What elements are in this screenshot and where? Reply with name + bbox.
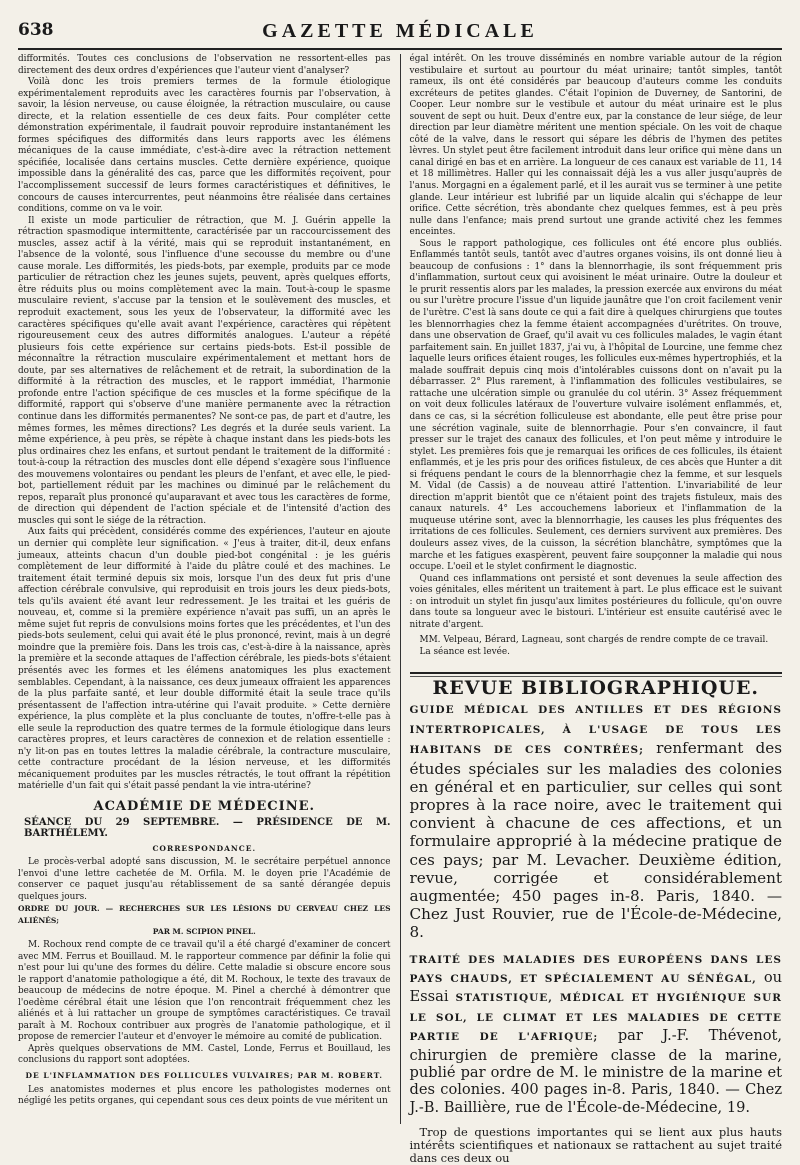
order-of-day-heading: ORDRE DU JOUR. — RECHERCHES SUR LES LÉSIONS DU CERVEAU CHEZ LES ALIÉNÉS; [18,904,391,925]
book-1-title: GUIDE MÉDICAL DES ANTILLES ET DES RÉGIONS INTERTROPICALES, À L'USAGE DE TOUS LES HABITANS DE CES CONTRÉES; [409,703,783,757]
paragraph: Le procès-verbal adopté sans discussion, M. le secrétaire perpétuel annonce l'envoi d'une lettre cachetée de M. Orfila. M. le doyen prie l'Académie de conserver ce paquet jusqu'au rétablissement de sa santé dérangée depuis quelques jours. [18,857,391,902]
column-divider [400,54,401,1124]
paragraph: Aux faits qui précèdent, considérés comme des expériences, l'auteur en ajoute un dernier qui complète leur signification. « J'eus à traiter, dit-il, deux enfans jumeaux, atteints chacun d'un double pied-bot congénital : je les guéris complètement de leur difformité à l'aide du plâtre coulé et des machines. Le traitement était terminé depuis six mois, lorsque l'un des deux fut pris d'une affection cérébrale convulsive, qui reproduisit en trois jours les deux pieds-bots, tels qu'ils avaient été avant leur redressement. Je les traitai et les guéris de nouveau, et, comme si la première expérience n'avait pas suffi, un an après le même sujet fut repris de convulsions moins fortes que les précédentes, et l'un des pieds-bots seulement, celui qui avait été le plus prononcé, revint, mais à un degré moindre que la première fois. Dans les trois cas, c'est-à-dire à la naissance, après la première et la seconde attaques de l'affection cérébrale, les pieds-bots s'étaient présentés avec les formes et les élémens anatomiques les plus exactement semblables. Cependant, à la naissance, ces deux jumeaux offraient les apparences de la plus parfaite santé, et leur double difformité était la seule trace qu'ils présentassent de l'affection intra-utérine qui l'avait produite. » Cette dernière expérience, la plus complète et la plus concluante de toutes, n'offre-t-elle pas à elle seule la reproduction des quatre termes de la formule étiologique dans leurs caractères propres, et leurs caractères de connexion et de relation essentielle : n'y lit-on pas en toutes lettres la maladie cérébrale, la contracture musculaire, cette contracture procédant de la lésion nerveuse, et les difformités mécaniquement produites par les muscles rétractés, le tout offrant la répétition matérielle d'un fait qui s'était passé pendant la vie intra-utérine? [18,527,391,792]
page-header [18,14,782,50]
book-entry-1 [410,699,783,942]
page-number: 638 [18,20,54,40]
paragraph: égal intérêt. On les trouve disséminés en nombre variable autour de la région vestibulaire et surtout au pourtour du méat urinaire; tantôt simples, tantôt rameux, ils ont été considérés par beaucoup d'auteurs comme les conduits excréteurs de petites glandes. C'était l'opinion de Duverney, de Santorini, de Cooper. Leur nombre sur le vestibule et autour du méat urinaire est le plus souvent de sept ou huit. Deux d'entre eux, par la constance de leur siége, de leur direction par leur diamètre méritent une mention spéciale. On les voit de chaque côté de la valve, dans le ressort qui sépare les débris de l'hymen des petites lèvres. Un stylet peut être facilement introduit dans leur orifice qui mène dans un canal dirigé en bas et en arrière. La longueur de ces canaux est variable de 11, 14 et 18 millimètres. Haller qui les connaissait déjà les a vus aller jusqu'auprès de l'anus. Morgagni en a également parlé, et il les aurait vus se terminer à une petite glande. Leur intérieur est lubrifié par un liquide alcalin qui s'échappe de leur orifice. Cette sécrétion, très abondante chez quelques femmes, est à peu près nulle dans l'enfance; mais prend surtout une grande activité chez les femmes enceintes. [409,54,783,238]
book-2-description: par J.-F. Thévenot, chirurgien de première classe de la marine, publié par ordre de M. le ministre de la marine et des colonies. 400 pages in-8. Paris, 1840. — Chez J.-B. Baillière, rue de l'École-de-Médecine, 19. [409,1027,783,1116]
follicles-heading: DE L'INFLAMMATION DES FOLLICULES VULVAIRES; PAR M. ROBERT. [25,1071,383,1081]
academy-title: ACADÉMIE DE MÉDECINE. [93,799,316,814]
paragraph: Voilà donc les trois premiers termes de la formule étiologique expérimentalement reproduits avec les caractères fournis par l'observation, à savoir, la lésion nerveuse, ou cause éloignée, la rétraction musculaire, ou cause directe, et la relation essentielle de ces deux faits. Pour compléter cette démonstration expérimentale, il faudrait pouvoir reproduire instantanément les formes spécifiques des difformités dans leurs rapports avec les élémens mécaniques de la cause immédiate, c'est-à-dire avec la rétraction nettement spécifiée, localisée dans certains muscles. Cette dernière expérience, quoique impossible dans la généralité des cas, parce que les difformités reçoivent, pour l'accomplissement successif de leurs formes caractéristiques et définitives, le concours de causes intercurrentes, peut néanmoins être réalisée dans certaines conditions, comme on va le voir. [18,77,391,215]
right-column [409,54,783,1165]
paragraph: Il existe un mode particulier de rétraction, que M. J. Guérin appelle la rétraction spasmodique intermittente, caractérisée par un raccourcissement des muscles, assez actif à la vérité, mais qui se reproduit instantanément, en l'absence de la volonté, sous l'influence d'une secousse du membre ou d'une cause morale. Les difformités, les pieds-bots, par exemple, produits par ce mode particulier de rétraction chez les jeunes sujets, peuvent, après quelques efforts, être réduits plus ou moins complètement avec la main. Tout-à-coup le spasme musculaire revient, s'accuse par la tension et le soulèvement des muscles, et reproduit exactement, sous les yeux de l'observateur, la difformité avec les caractères spécifiques qu'elle avait avant l'expérience, caractères qui répètent rigoureusement ceux des autres difformités analogues. L'auteur a répété plusieurs fois cette expérience sur certains pieds-bots. Est-il possible de méconnaître la rétraction musculaire expérimentalement et mettant hors de doute, par ses alternatives de relâchement et de retrait, la subordination de la difformité à la rétraction des muscles, et le rapport immédiat, l'harmonie profonde entre l'action spécifique de ces muscles et la forme spécifique de la difformité, rapport qui s'observe d'une manière permanente avec la rétraction continue dans les difformités permanentes? Ne sont-ce pas, de part et d'autre, les mêmes formes, les mêmes directions? Les degrés et la durée seuls varient. La même expérience, à peu près, se répète à chaque instant dans les pieds-bots les plus ordinaires chez les enfans, et surtout pendant le traitement de la difformité : tout-à-coup la rétraction des muscles dont elle dépend s'exagère sous l'influence des mouvemens volontaires ou pendant les pleurs de l'enfant, et avec elle, le pied-bot, partiellement réduit par les machines ou diminué par le relâchement du repos, reparaît plus prononcé qu'auparavant et avec tous les caractères de forme, de direction qui dépendent de l'action spéciale et de l'intensité d'action des muscles qui sont le siége de la rétraction. [18,215,391,526]
paragraph: Après quelques observations de MM. Castel, Londe, Ferrus et Bouillaud, les conclusions du rapport sont adoptées. [18,1043,391,1066]
section-rule [410,672,783,674]
article-columns [18,54,783,1165]
paragraph: Sous le rapport pathologique, ces follicules ont été encore plus oubliés. Enflammés tantôt seuls, tantôt avec d'autres organes voisins, ils ont donné lieu à beaucoup de confusions : 1° dans la blennorrhagie, ils sont fréquemment pris d'inflammation, surtout ceux qui avoisinent le méat urinaire. Outre la douleur et le prurit ressentis alors par les malades, la pression exercée aux environs du méat ou sur l'urètre procure l'issue d'un liquide jaunâtre que l'on croit facilement venir de l'urètre. C'est là sans doute ce qui a fait dire à quelques chirurgiens que toutes les blennorrhagies chez la femme étaient accompagnées d'urétrites. On trouve, dans une observation de Graef, qu'il avait vu ces follicules malades, le vagin étant parfaitement sain. En juillet 1837, j'ai vu, à l'hôpital de Lourcine, une femme chez laquelle leurs orifices étaient rouges, les follicules eux-mêmes hypertrophiés, et la malade souffrait depuis cinq mois d'intolérables cuissons dont on n'avait pu la débarrasser. 2° Plus rarement, à l'inflammation des follicules vestibulaires, se rattache une ulcération simple ou granulée du col utérin. 3° Assez fréquemment on voit deux follicules latéraux de l'ouverture vulvaire isolément enflammés, et, dans ce cas, si la sécrétion folliculeuse est abondante, elle peut être prise pour une sécrétion vaginale, suite de blennorrhagie. Pour s'en convaincre, il faut presser sur le trajet des canaux des follicules, et l'on peut même y introduire le stylet. Les premières fois que je remarquai les orifices de ces follicules, ils étaient enflammés, et je les pris pour des orifices fistuleux, de ces abcès que Hunter a dit si fréquens pendant le cours de la blennorrhagie chez la femme, et sur lesquels M. Vidal (de Cassis) a de nouveau attiré l'attention. L'invariabilité de leur direction m'apprit bientôt que ce n'étaient point des trajets fistuleux, mais des canaux naturels. 4° Les accouchemens laborieux et l'inflammation de la muqueuse utérine sont, avec la blennorrhagie, les causes les plus fréquentes des irritations de ces follicules. Seulement, ces derniers survivent aux premières. Des douleurs assez vives, de la cuisson, la sécrétion blanchâtre, symptômes que la marche et les fatigues exaspèrent, peuvent faire soupçonner la maladie qui nous occupe. L'oeil et le stylet confirment le diagnostic. [409,238,783,573]
book-entry-2 [410,950,783,1117]
closing-line: La séance est levée. [419,646,510,657]
journal-title: GAZETTE MÉDICALE [262,19,538,42]
session-heading: SÉANCE DU 29 SEPTEMBRE. — PRÉSIDENCE DE M. BARTHÉLEMY. [24,816,391,840]
book-2-title: TRAITÉ DES MALADIES DES EUROPÉENS DANS LES PAYS CHAUDS, ET SPÉCIALEMENT AU SÉNÉGAL, [409,953,783,986]
revue-title: REVUE BIBLIOGRAPHIQUE. [432,677,760,700]
commission-note: MM. Velpeau, Bérard, Lagneau, sont chargés de rendre compte de ce travail. [419,635,769,646]
book-2-connector: ou Essai [409,969,783,1006]
order-of-day-author: PAR M. SCIPION PINEL. [152,927,256,937]
book-1-description: renfermant des études spéciales sur les maladies des colonies en général et en particulier, sur celles qui sont propres à la race noire, avec le traitement qui convient à chacune de ces affections, et un formulaire approprié à la médecine pratique de ces pays; par M. Levacher. Deuxième édition, revue, corrigée et considérablement augmentée; 450 pages in-8. Paris, 1840. — Chez Just Rouvier, rue de l'École-de-Médecine, 8. [409,739,783,942]
paragraph: Les anatomistes modernes et plus encore les pathologistes modernes ont négligé les petits organes, qui cependant sous ces deux points de vue méritent un [18,1084,391,1107]
review-start: Trop de questions importantes qui se lient aux plus hauts intérêts scientifiques et nationaux se rattachent au sujet traité dans ces deux ou [409,1125,783,1165]
left-column [18,54,391,1124]
correspondance-heading: CORRESPONDANCE. [152,843,257,853]
paragraph: difformités. Toutes ces conclusions de l'observation ne ressortent-elles pas directement des deux ordres d'expériences que l'auteur vient d'analyser? [18,54,391,76]
book-2-title-cont: STATISTIQUE, MÉDICAL ET HYGIÉNIQUE SUR LE SOL, LE CLIMAT ET LES MALADIES DE CETTE PARTIE DE L'AFRIQUE; [409,992,783,1044]
paragraph: Quand ces inflammations ont persisté et sont devenues la seule affection des voies génitales, elles méritent un traitement à part. Le plus efficace est le suivant : on introduit un stylet fin jusqu'aux limites postérieures du follicule, qu'on ouvre dans toute sa longueur avec le bistouri. L'intérieur est ensuite cautérisé avec le nitrate d'argent. [409,573,783,630]
paragraph: M. Rochoux rend compte de ce travail qu'il a été chargé d'examiner de concert avec MM. Ferrus et Bouillaud. M. le rapporteur commence par définir la folie qui n'est pour lui qu'une des formes du délire. Cette maladie si obscure encore sous le rapport d'anatomie pathologique a été, dit M. Rochoux, le texte des travaux de beaucoup de médecins de notre époque. M. Pinel a cherché à démontrer que l'oedème cérébral était une lésion que l'on rencontrait fréquemment chez les aliénés et à lui rattacher un groupe de symptômes caractéristiques. Ce travail paraît à M. Rochoux contribuer aux progrès de l'anatomie pathologique, et il propose de remercier l'auteur et d'envoyer le mémoire au comité de publication. [18,940,391,1043]
